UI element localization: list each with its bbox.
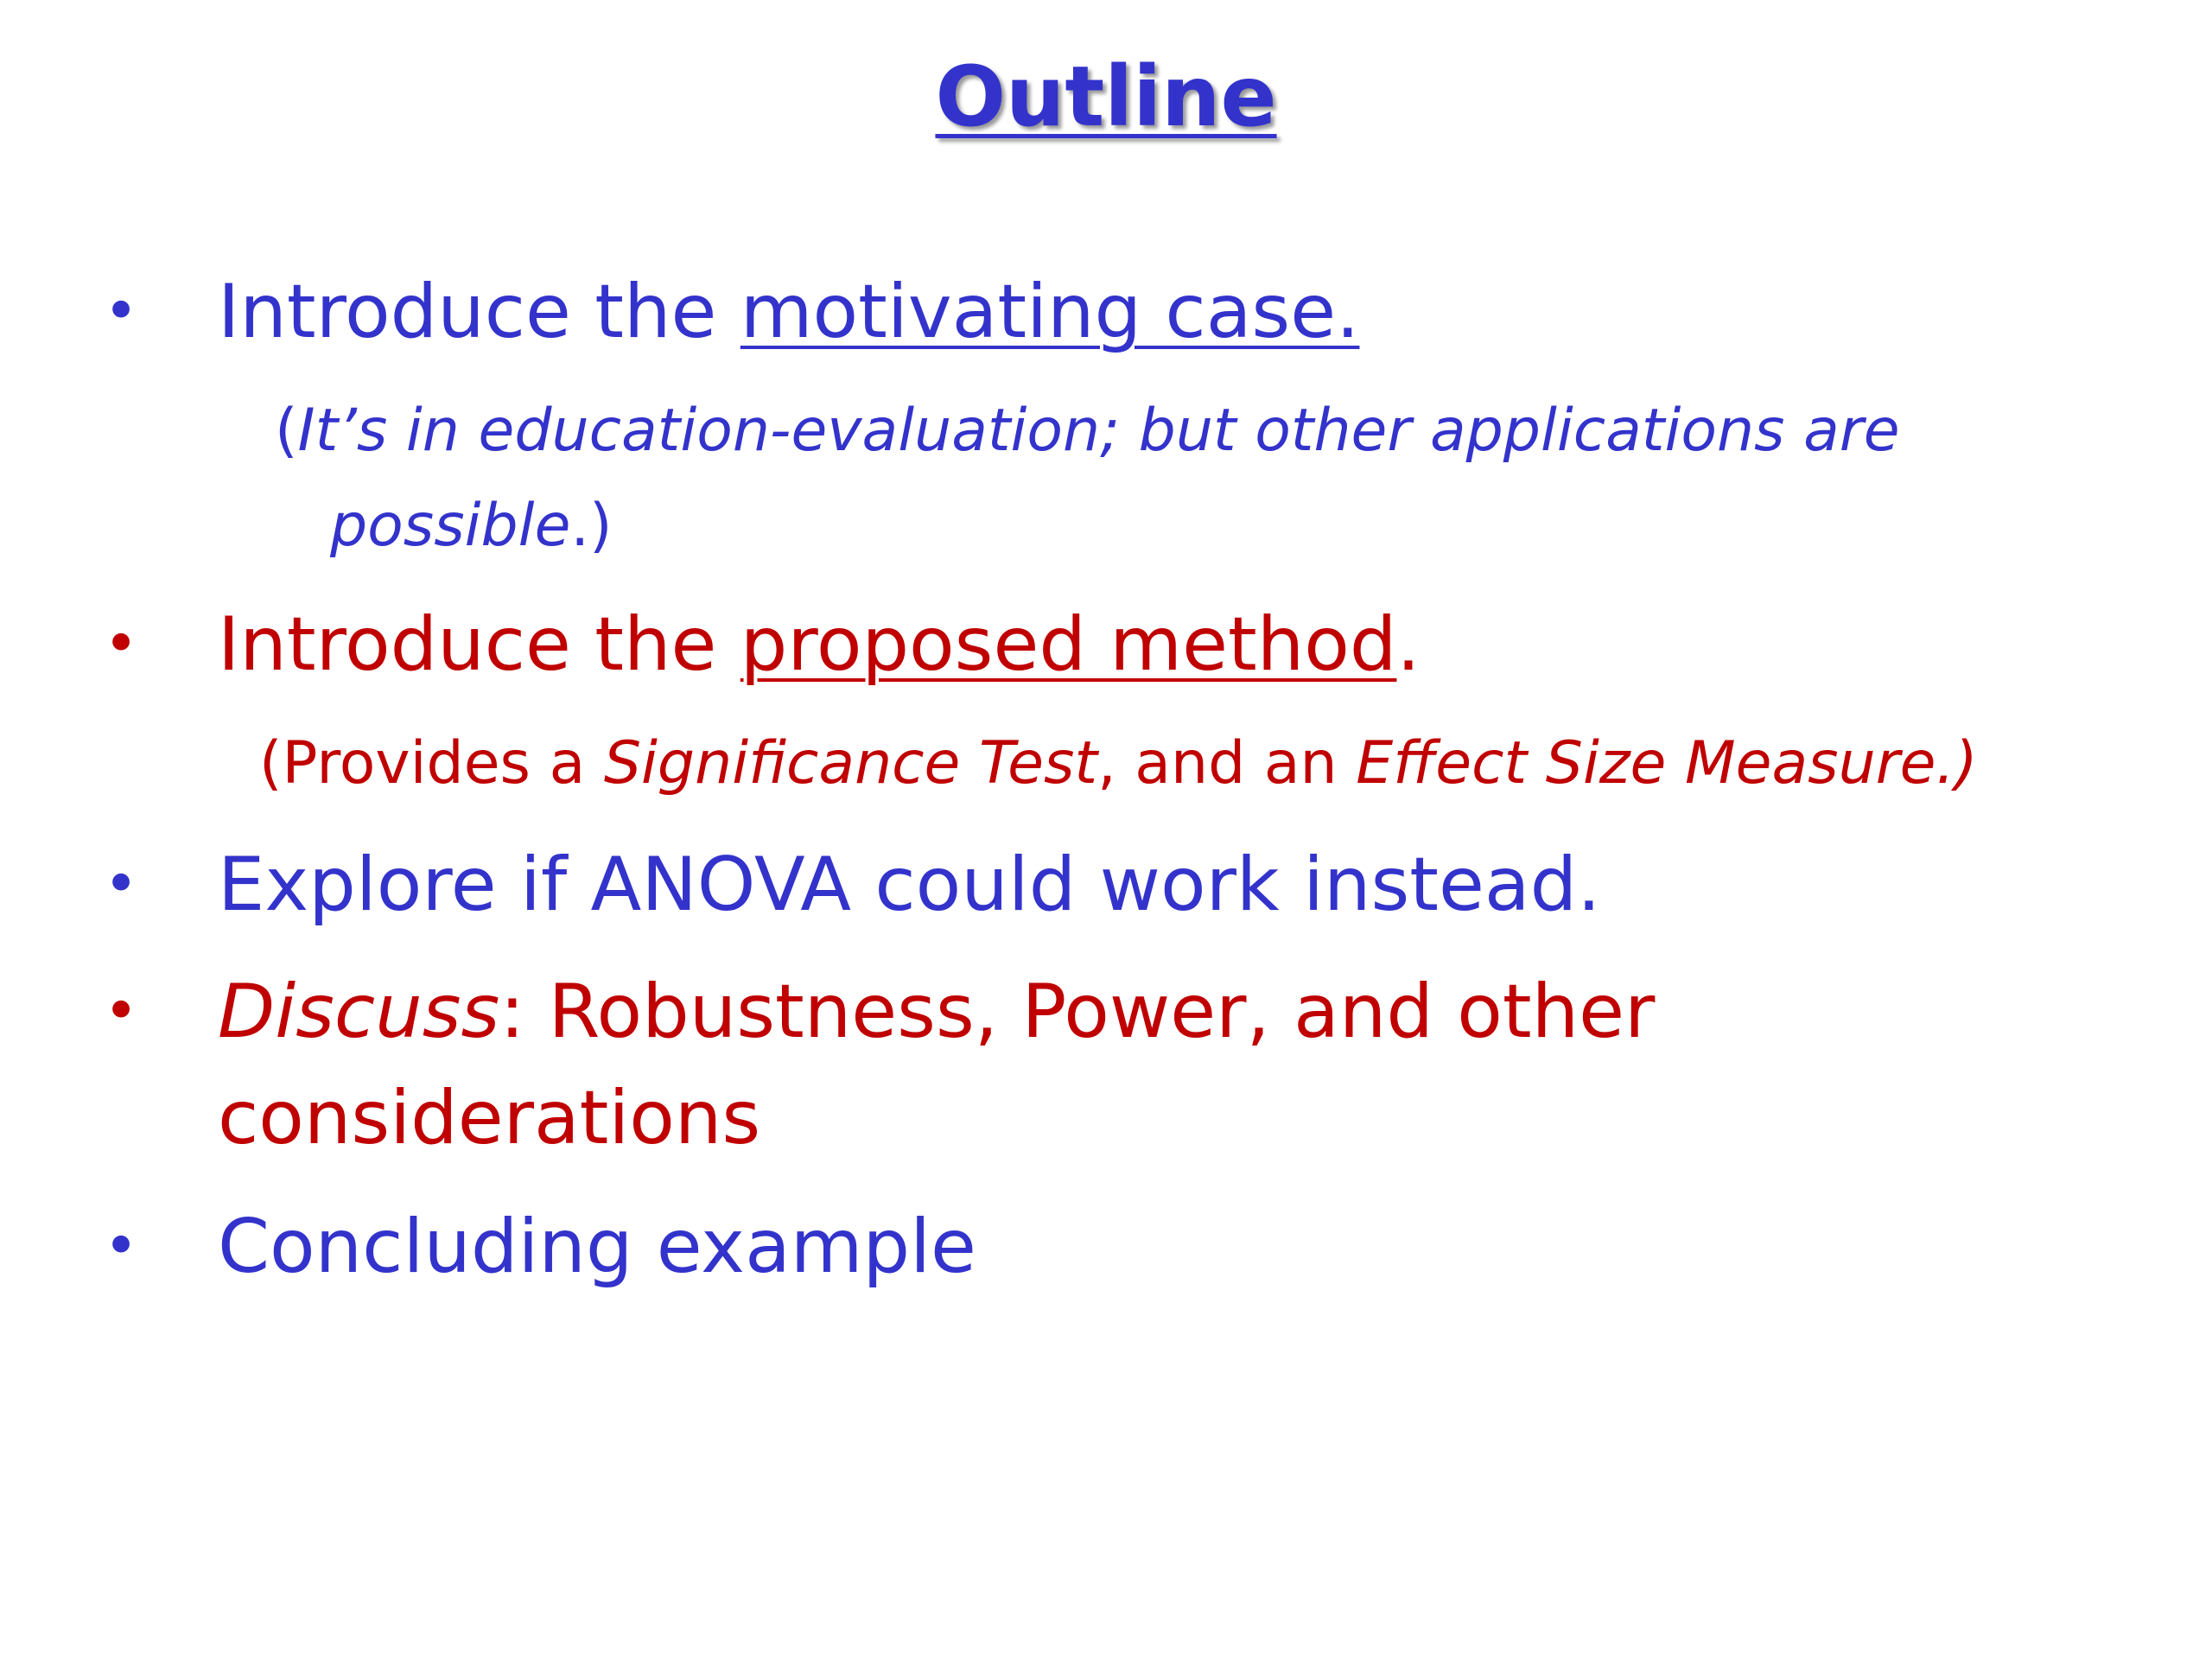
bullet-2-text — [218, 601, 1421, 690]
bullet-icon: • — [104, 850, 139, 918]
bullet-5-text: Concluding example — [218, 1204, 976, 1290]
bullet-4-text-line-1-rest: : Robustness, Power, and other — [499, 969, 1656, 1055]
bullet-1-note-close: .) — [570, 492, 613, 560]
bullet-1-note-italic-line-2: possible — [330, 492, 571, 560]
bullet-1-underlined: motivating case. — [740, 269, 1360, 355]
bullet-1-note-italic-line-1: It’s in education-evaluation; but other applications are — [297, 397, 1900, 465]
bullet-1-note-line-1 — [275, 396, 1900, 467]
bullet-icon: • — [104, 610, 139, 678]
bullet-2-text-after: . — [1396, 601, 1421, 688]
bullet-icon: • — [104, 977, 139, 1046]
bullet-2-note-italic-1: Significance Test — [603, 729, 1098, 798]
bullet-2-underlined: proposed method — [740, 601, 1397, 688]
bullet-icon: • — [104, 1212, 139, 1281]
bullet-2-note-part-2: , and an — [1097, 729, 1357, 798]
bullet-1-note-line-2 — [330, 491, 613, 562]
bullet-2-text-before: Introduce the — [218, 601, 741, 688]
bullet-2-note — [259, 728, 1978, 799]
bullet-4-italic-word: Discuss — [218, 969, 500, 1055]
bullet-icon: • — [104, 277, 139, 346]
bullet-1-text — [218, 268, 1359, 357]
slide-title: Outline — [935, 48, 1277, 145]
bullet-1-text-before: Introduce the — [218, 269, 741, 355]
bullet-4-text-line-1 — [218, 968, 1655, 1057]
bullet-1-note-open-paren: ( — [275, 397, 298, 465]
bullet-3-text: Explore if ANOVA could work instead. — [218, 842, 1601, 928]
bullet-2-note-italic-2: Effect Size Measure.) — [1356, 729, 1978, 798]
bullet-4-text-line-2: considerations — [218, 1075, 761, 1161]
bullet-2-note-part-1: (Provides a — [259, 729, 604, 798]
